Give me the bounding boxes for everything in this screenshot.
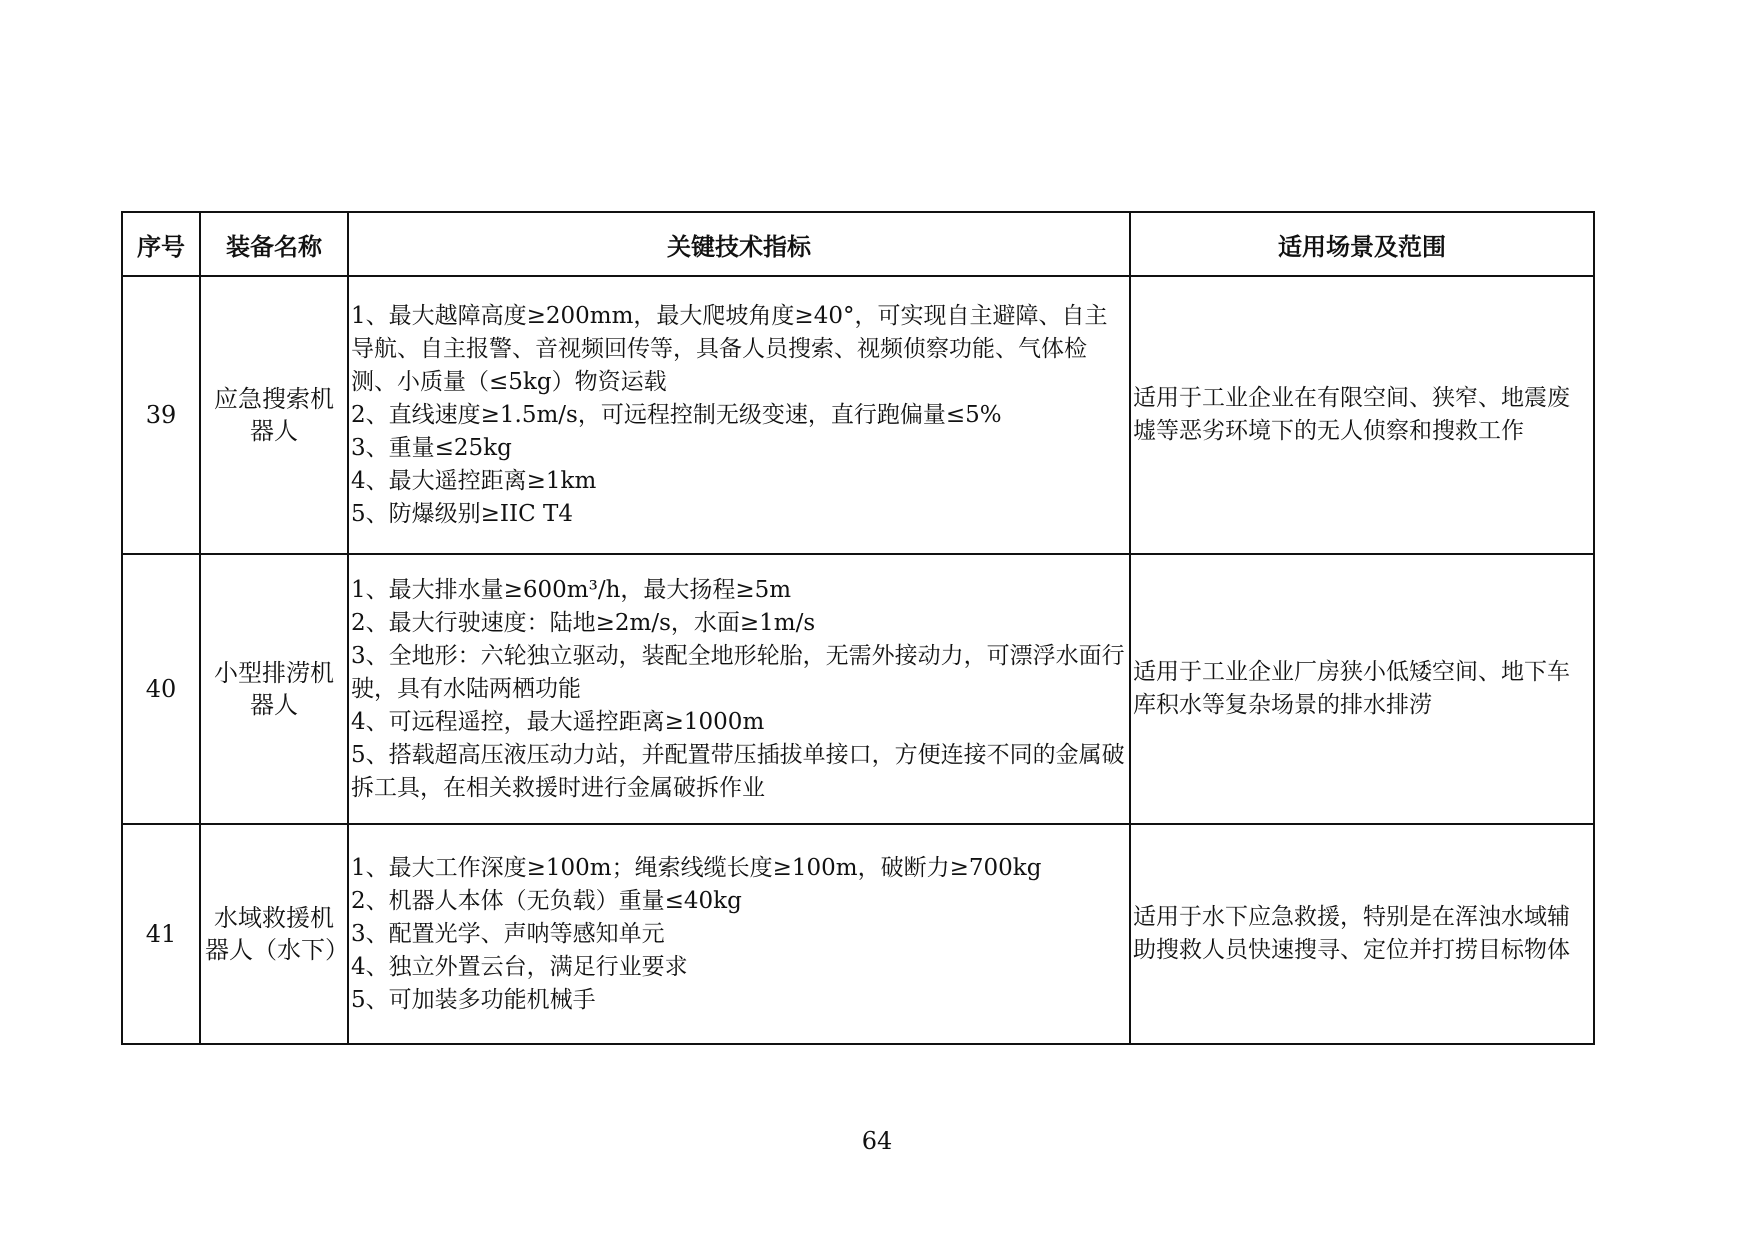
- spec-list: [348, 276, 1130, 554]
- table-row: [122, 824, 1594, 1044]
- scope-text: 适用于水下应急救援，特别是在浑浊水域辅助搜救人员快速搜寻、定位并打捞目标物体: [1133, 904, 1570, 963]
- spec-item: 5、可加装多功能机械手: [351, 986, 596, 1013]
- spec-item: 5、搭载超高压液压动力站，并配置带压插拔单接口，方便连接不同的金属破拆工具，在相关救援时进行金属破拆作业: [351, 741, 1125, 801]
- scope-cell: [1130, 824, 1594, 1044]
- header-number: 序号: [122, 212, 200, 276]
- equipment-name: 应急搜索机器人: [200, 276, 348, 554]
- scope-text: 适用于工业企业厂房狭小低矮空间、地下车库积水等复杂场景的排水排涝: [1133, 659, 1570, 718]
- spec-item: 4、最大遥控距离≥1km: [351, 467, 597, 494]
- equipment-name: 小型排涝机器人: [200, 554, 348, 824]
- header-equipment-name: 装备名称: [200, 212, 348, 276]
- spec-list: [348, 554, 1130, 824]
- scope-cell: [1130, 276, 1594, 554]
- header-scope: 适用场景及范围: [1130, 212, 1594, 276]
- spec-item: 5、防爆级别≥IIC T4: [351, 500, 573, 527]
- spec-item: 1、最大工作深度≥100m；绳索线缆长度≥100m，破断力≥700kg: [351, 854, 1042, 881]
- equipment-name: 水域救援机器人（水下）: [200, 824, 348, 1044]
- table-row: [122, 554, 1594, 824]
- spec-item: 1、最大越障高度≥200mm，最大爬坡角度≥40°，可实现自主避障、自主导航、自主报警、音视频回传等，具备人员搜索、视频侦察功能、气体检测、小质量（≤5kg）物资运载: [351, 302, 1108, 395]
- table-row: [122, 276, 1594, 554]
- equipment-table: [121, 211, 1595, 1045]
- spec-list: [348, 824, 1130, 1044]
- spec-item: 2、直线速度≥1.5m/s，可远程控制无级变速，直行跑偏量≤5%: [351, 401, 1002, 428]
- header-key-specs: 关键技术指标: [348, 212, 1130, 276]
- spec-item: 3、配置光学、声呐等感知单元: [351, 920, 665, 947]
- scope-cell: [1130, 554, 1594, 824]
- spec-item: 3、重量≤25kg: [351, 434, 512, 461]
- spec-item: 2、最大行驶速度：陆地≥2m/s，水面≥1m/s: [351, 609, 816, 636]
- row-number: 40: [122, 554, 200, 824]
- spec-item: 1、最大排水量≥600m³/h，最大扬程≥5m: [351, 576, 792, 603]
- row-number: 41: [122, 824, 200, 1044]
- page-number: 64: [861, 1127, 893, 1155]
- scope-text: 适用于工业企业在有限空间、狭窄、地震废墟等恶劣环境下的无人侦察和搜救工作: [1133, 385, 1570, 444]
- spec-item: 4、独立外置云台，满足行业要求: [351, 953, 688, 980]
- spec-item: 2、机器人本体（无负载）重量≤40kg: [351, 887, 742, 914]
- row-number: 39: [122, 276, 200, 554]
- table-header-row: [122, 212, 1594, 276]
- spec-item: 4、可远程遥控，最大遥控距离≥1000m: [351, 708, 765, 735]
- spec-item: 3、全地形：六轮独立驱动，装配全地形轮胎，无需外接动力，可漂浮水面行驶，具有水陆两栖功能: [351, 642, 1125, 702]
